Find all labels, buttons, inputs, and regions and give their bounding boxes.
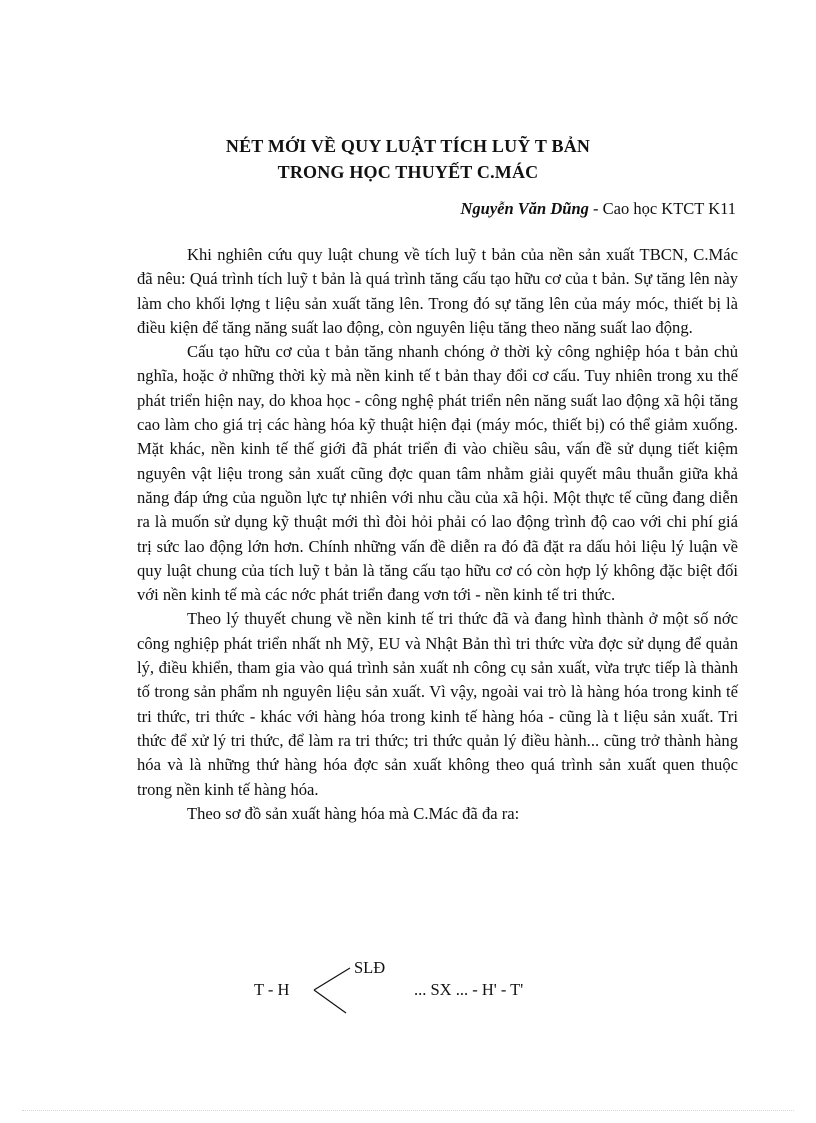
author-name: Nguyễn Văn Dũng [460,199,589,218]
diagram-branch-lines [240,958,580,1028]
page-footer-divider [22,1110,794,1111]
title-line-2: TRONG HỌC THUYẾT C.MÁC [277,162,539,182]
author-affiliation: - Cao học KTCT K11 [588,199,736,218]
diagram-left-label: T - H [254,980,290,999]
diagram-right-label: ... SX ... - H' - T' [414,980,524,999]
paragraph-4: Theo sơ đồ sản xuất hàng hóa mà C.Mác đã đa ra: [187,803,520,823]
author-line [461,199,736,219]
production-diagram [240,958,580,1028]
body-text [137,243,738,826]
title-line-1: NÉT MỚI VỀ QUY LUẬT TÍCH LUỸ T BẢN [225,136,591,156]
paragraph-1: Khi nghiên cứu quy luật chung về tích luỹ t bản của nền sản xuất TBCN, C.Mác đã nêu: Quá trình tích luỹ t bản là quá trình tăng cấu tạo hữu cơ của t bản. Sự tăng lên này làm cho khối lợng t liệu sản xuất tăng lên. Trong đó sự tăng lên của máy móc, thiết bị là điều kiện để tăng năng suất lao động, còn nguyên liệu tăng theo năng suất lao động. [137,245,738,337]
paragraph-3: Theo lý thuyết chung về nền kinh tế tri thức đã và đang hình thành ở một số nớc công nghiệp phát triển nhất nh Mỹ, EU và Nhật Bản thì tri thức vừa đợc sử dụng để quản lý, điều khiển, tham gia vào quá trình sản xuất nh công cụ sản xuất, vừa trực tiếp là thành tố trong sản phẩm nh nguyên liệu sản xuất. Vì vậy, ngoài vai trò là hàng hóa trong kinh tế tri thức, tri thức - khác với hàng hóa trong kinh tế hàng hóa - cũng là t liệu sản xuất. Tri thức để xử lý tri thức, để làm ra tri thức; tri thức quản lý điều hành... cũng trở thành hàng hóa và là những thứ hàng hóa đợc sản xuất không theo quá trình sản xuất quen thuộc trong nền kinh tế hàng hóa. [137,609,738,799]
paragraph-2: Cấu tạo hữu cơ của t bản tăng nhanh chóng ở thời kỳ công nghiệp hóa t bản chủ nghĩa, hoặc ở những thời kỳ mà nền kinh tế t bản thay đổi cơ cấu. Tuy nhiên trong xu thế phát triển hiện nay, do khoa học - công nghệ phát triển nên năng suất lao động xã hội tăng cao làm cho giá trị các hàng hóa kỹ thuật hiện đại (máy móc, thiết bị) có thể giảm xuống. Mặt khác, nền kinh tế thế giới đã phát triển đi vào chiều sâu, vấn đề sử dụng tiết kiệm nguyên vật liệu trong sản xuất cũng đợc quan tâm nhằm giải quyết mâu thuẫn giữa khả năng đáp ứng của nguồn lực tự nhiên với nhu cầu của xã hội. Một thực tế cũng đang diễn ra là muốn sử dụng kỹ thuật mới thì đòi hỏi phải có lao động trình độ cao với chi phí giá trị sức lao động lớn hơn. Chính những vấn đề diễn ra đó đã đặt ra dấu hỏi liệu lý luận về quy luật chung của tích luỹ t bản là tăng cấu tạo hữu cơ có còn hợp lý không đặc biệt đối với nền kinh tế mà các nớc phát triển đang vơn tới - nền kinh tế tri thức. [137,342,738,605]
diagram-top-label: SLĐ [354,958,386,977]
